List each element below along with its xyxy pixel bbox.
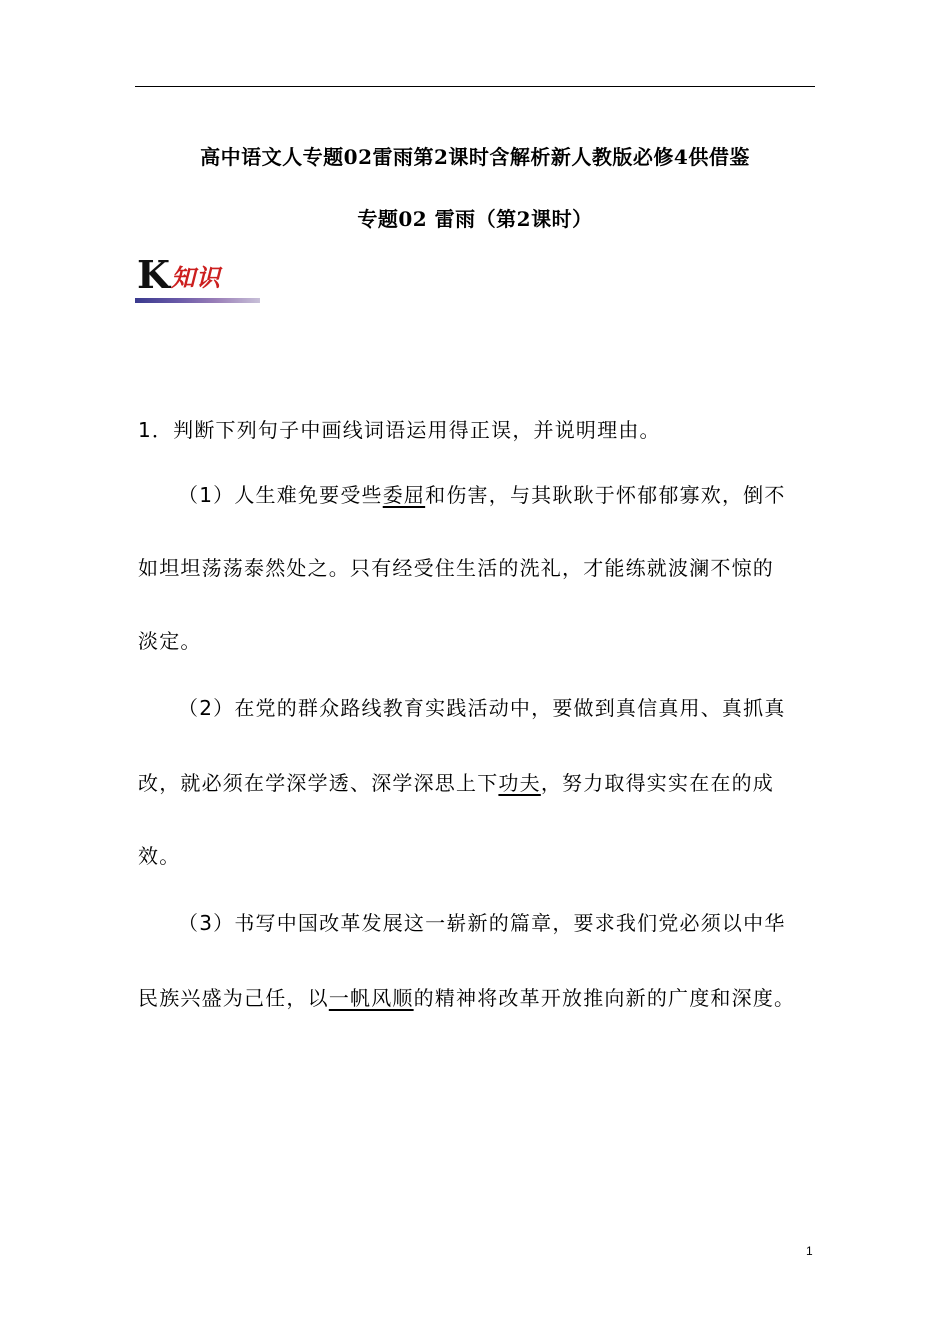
item-2-underlined-word: 功夫 [498,771,541,795]
item-1-line-3: 淡定。 [138,629,202,653]
item-1-text-before: （1）人生难免要受些 [178,483,383,507]
badge-word: 知识 [171,263,221,292]
header-rule [135,86,815,87]
item-3-text-after: 的精神将改革开放推向新的广度和深度。 [413,986,796,1010]
item-2-line-2 [138,766,810,800]
badge-underline-bar [135,298,260,303]
knowledge-badge [135,254,260,306]
badge-letter: K [137,252,171,297]
document-subtitle: 专题02 雷雨（第2课时） [357,207,593,231]
item-2-line-1: （2）在党的群众路线教育实践活动中，要做到真信真用、真抓真 [178,696,786,720]
item-1-line-2: 如坦坦荡荡泰然处之。只有经受住生活的洗礼，才能练就波澜不惊的 [138,556,774,580]
item-1-text-after: 和伤害，与其耿耿于怀郁郁寡欢，倒不 [425,483,786,507]
item-2-text-before: 改，就必须在学深学透、深学深思上下 [138,771,499,795]
question-1-prompt: 1．判断下列句子中画线词语运用得正误，并说明理由。 [138,418,661,442]
item-1-underlined-word: 委屈 [382,483,426,507]
page-number: 1 [806,1244,813,1258]
item-3-underlined-word: 一帆风顺 [328,986,414,1010]
document-title: 高中语文人专题02雷雨第2课时含解析新人教版必修4供借鉴 [200,145,750,169]
item-2-line-3: 效。 [138,844,181,868]
item-3-line-1: （3）书写中国改革发展这一崭新的篇章，要求我们党必须以中华 [178,911,786,935]
item-2-text-after: ，努力取得实实在在的成 [540,771,775,795]
item-3-line-2 [138,981,810,1015]
item-3-text-before: 民族兴盛为己任，以 [138,986,329,1010]
item-1-line-1 [178,478,850,512]
